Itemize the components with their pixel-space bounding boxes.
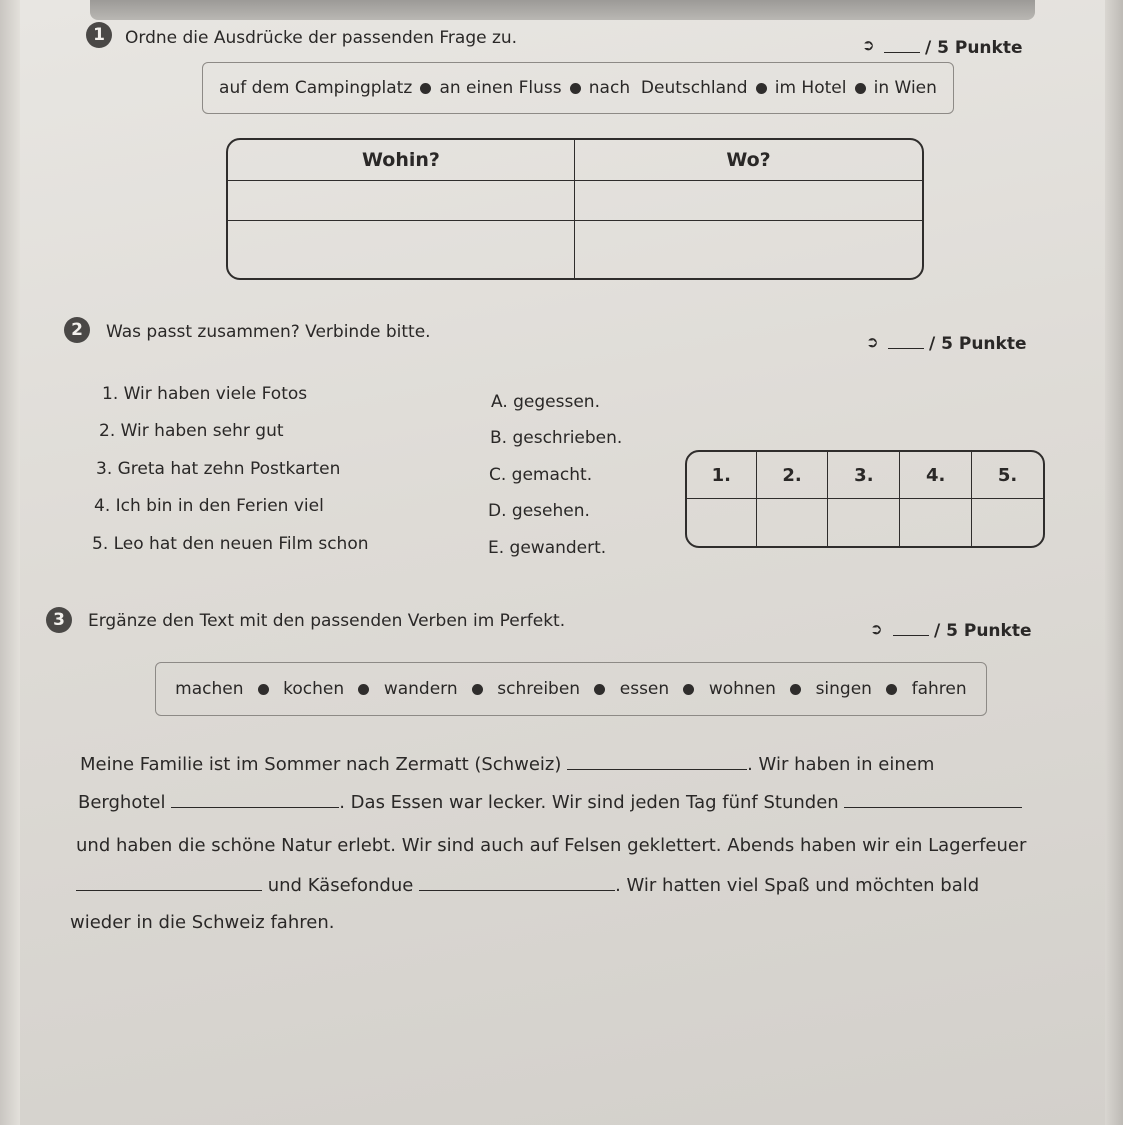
task-3-instruction: Ergänze den Text mit den passenden Verben im Perfekt. <box>88 611 566 631</box>
answer-cell[interactable] <box>575 220 922 278</box>
task-1-word-box <box>202 62 954 114</box>
task-3-score: / 5 Punkte <box>893 621 1032 641</box>
answer-header: 5. <box>971 452 1043 499</box>
word: wandern <box>383 679 458 699</box>
answer-cell[interactable] <box>575 181 922 220</box>
bullet-icon <box>258 684 269 695</box>
answer-cell[interactable] <box>827 499 899 546</box>
right-item: C. gemacht. <box>489 465 593 485</box>
answer-cell[interactable] <box>687 499 756 546</box>
bullet-icon <box>358 684 369 695</box>
word: kochen <box>283 679 345 699</box>
task-3-word-box <box>155 662 987 716</box>
blank-line[interactable] <box>76 876 262 891</box>
text-line-4: und Käsefondue . Wir hatten viel Spaß und möchten bald <box>76 875 979 896</box>
answer-cell[interactable] <box>756 499 828 546</box>
page-left-edge <box>0 0 20 1125</box>
repeat-icon: ➲ <box>862 36 875 54</box>
page-right-edge <box>1105 0 1123 1125</box>
text-line-1: Meine Familie ist im Sommer nach Zermatt (Schweiz) . Wir haben in einem <box>80 754 935 775</box>
text-line-2: Berghotel . Das Essen war lecker. Wir sind jeden Tag fünf Stunden <box>78 792 1022 813</box>
task-1-instruction: Ordne die Ausdrücke der passenden Frage zu. <box>125 28 518 48</box>
top-edge <box>90 0 1035 20</box>
task-2-answer-table <box>685 450 1045 548</box>
word: schreiben <box>497 679 581 699</box>
right-item: B. geschrieben. <box>490 428 623 448</box>
left-item: 1. Wir haben viele Fotos <box>102 384 308 404</box>
bullet-icon <box>472 684 483 695</box>
bullet-icon <box>570 83 581 94</box>
task-1-number: 1 <box>86 22 112 48</box>
bullet-icon <box>886 684 897 695</box>
word: machen <box>175 679 244 699</box>
header-wo: Wo? <box>575 140 922 181</box>
word: essen <box>619 679 670 699</box>
answer-header: 4. <box>899 452 971 499</box>
right-item: D. gesehen. <box>488 501 590 521</box>
repeat-icon: ➲ <box>866 333 879 351</box>
word: wohnen <box>708 679 776 699</box>
answer-cell[interactable] <box>228 220 575 278</box>
left-item: 5. Leo hat den neuen Film schon <box>92 534 369 554</box>
answer-header: 1. <box>687 452 756 499</box>
left-item: 4. Ich bin in den Ferien viel <box>94 496 324 516</box>
bullet-icon <box>855 83 866 94</box>
word: im Hotel <box>774 78 847 98</box>
left-item: 2. Wir haben sehr gut <box>99 421 284 441</box>
task-1-score: / 5 Punkte <box>884 38 1023 58</box>
task-2-number: 2 <box>64 317 90 343</box>
bullet-icon <box>420 83 431 94</box>
right-item: A. gegessen. <box>491 392 600 412</box>
blank-line[interactable] <box>844 793 1022 808</box>
left-item: 3. Greta hat zehn Postkarten <box>96 459 341 479</box>
bullet-icon <box>790 684 801 695</box>
header-wohin: Wohin? <box>228 140 575 181</box>
bullet-icon <box>594 684 605 695</box>
answer-cell[interactable] <box>899 499 971 546</box>
blank-line[interactable] <box>567 755 747 770</box>
task-1-table <box>226 138 924 280</box>
text-line-3: und haben die schöne Natur erlebt. Wir sind auch auf Felsen geklettert. Abends haben wir ein Lagerfeuer <box>76 835 1027 856</box>
blank-line[interactable] <box>419 876 615 891</box>
word: fahren <box>911 679 967 699</box>
answer-header: 3. <box>827 452 899 499</box>
blank-line[interactable] <box>171 793 339 808</box>
task-3-number: 3 <box>46 607 72 633</box>
word: singen <box>815 679 872 699</box>
answer-cell[interactable] <box>228 181 575 220</box>
bullet-icon <box>683 684 694 695</box>
answer-header: 2. <box>756 452 828 499</box>
task-2-score: / 5 Punkte <box>888 334 1027 354</box>
repeat-icon: ➲ <box>870 620 883 638</box>
task-2-instruction: Was passt zusammen? Verbinde bitte. <box>106 322 431 342</box>
text-line-5: wieder in die Schweiz fahren. <box>70 912 335 933</box>
word: auf dem Campingplatz <box>219 78 413 98</box>
word: nach Deutschland <box>588 78 748 98</box>
bullet-icon <box>756 83 767 94</box>
word: an einen Fluss <box>439 78 562 98</box>
answer-cell[interactable] <box>971 499 1043 546</box>
right-item: E. gewandert. <box>488 538 607 558</box>
word: in Wien <box>873 78 937 98</box>
